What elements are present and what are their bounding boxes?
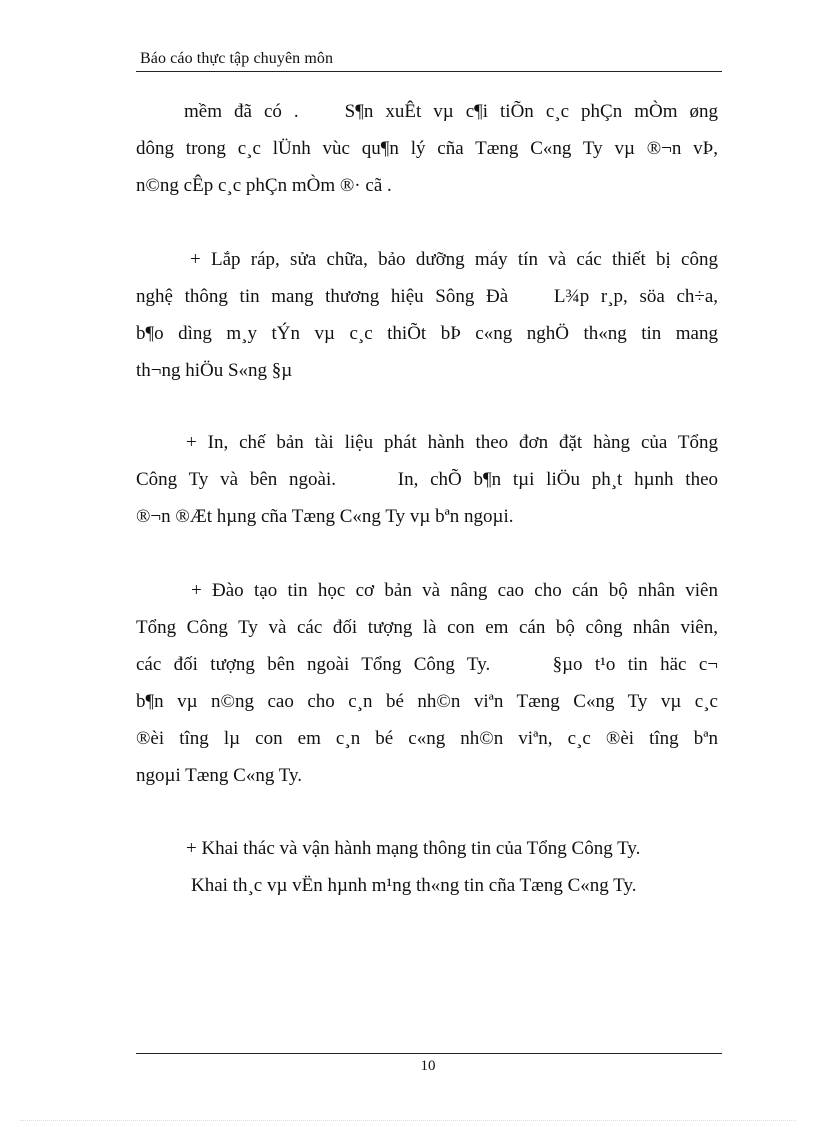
line-segment: In, chÕ b¶n tµi liÖu ph¸t hµnh theo (397, 469, 718, 490)
footer-divider (136, 1053, 722, 1054)
line-segment: + Khai thác và vận hành mạng thông tin của Tổng Công Ty. (186, 838, 641, 859)
paragraph-line (136, 278, 718, 315)
paragraph-software (136, 93, 718, 204)
line-segment: nghệ thông tin mang thương hiệu Sông Đà (136, 286, 509, 307)
line-segment: §µo t¹o tin häc c¬ (552, 654, 718, 675)
paragraph-line (136, 757, 718, 794)
paragraph-hardware (136, 241, 718, 389)
line-segment: Tổng Công Ty và các đối tượng là con em cán bộ công nhân viên, (136, 617, 718, 638)
line-segment: L¾p r¸p, söa ch÷a, (553, 286, 718, 307)
line-segment: ®èi tîng lµ con em c¸n bé c«ng nh©n viªn, c¸c ®èi tîng bªn (136, 728, 718, 749)
line-segment: Công Ty và bên ngoài. (136, 469, 336, 490)
paragraph-line (136, 352, 718, 389)
header-divider (136, 71, 722, 72)
line-segment: dông trong c¸c lÜnh vùc qu¶n lý cña Tæng C«ng Ty vµ ®¬n vÞ, (136, 138, 718, 159)
paragraph-line (136, 646, 718, 683)
paragraph-line (136, 830, 718, 867)
paragraph-training (136, 572, 718, 794)
paragraph-line (136, 867, 718, 904)
paragraph-line (136, 167, 718, 204)
paragraph-line (136, 683, 718, 720)
paragraph-line (136, 572, 718, 609)
line-segment: b¶n vµ n©ng cao cho c¸n bé nh©n viªn Tæng C«ng Ty vµ c¸c (136, 691, 718, 712)
paragraph-network (136, 830, 718, 904)
paragraph-printing (136, 424, 718, 535)
paragraph-line (136, 93, 718, 130)
line-segment: ngoµi Tæng C«ng Ty. (136, 765, 303, 786)
line-segment: ®¬n ®Æt hµng cña Tæng C«ng Ty vµ bªn ngoµi. (136, 506, 514, 527)
running-header-title: Báo cáo thực tập chuyên môn (140, 50, 334, 67)
line-segment: các đối tượng bên ngoài Tổng Công Ty. (136, 654, 491, 675)
line-segment: Khai th¸c vµ vËn hµnh m¹ng th«ng tin cña Tæng C«ng Ty. (191, 875, 637, 896)
paragraph-line (136, 498, 718, 535)
line-segment: S¶n xuÊt vµ c¶i tiÕn c¸c phÇn mÒm øng (344, 101, 718, 122)
line-segment: mềm đã có . (184, 101, 299, 122)
paragraph-line (136, 241, 718, 278)
page-number: 10 (420, 1058, 436, 1074)
paragraph-line (136, 609, 718, 646)
line-segment: + Đào tạo tin học cơ bản và nâng cao cho cán bộ nhân viên (191, 580, 718, 601)
line-segment: + In, chế bản tài liệu phát hành theo đơn đặt hàng của Tổng (186, 432, 718, 453)
paragraph-line (136, 424, 718, 461)
paragraph-line (136, 720, 718, 757)
line-segment: n©ng cÊp c¸c phÇn mÒm ®· cã . (136, 175, 392, 196)
paragraph-line (136, 461, 718, 498)
line-segment: + Lắp ráp, sửa chữa, bảo dưỡng máy tín và các thiết bị công (190, 249, 718, 270)
line-segment: b¶o dìng m¸y tÝn vµ c¸c thiÕt bÞ c«ng nghÖ th«ng tin mang (136, 323, 718, 344)
paragraph-line (136, 315, 718, 352)
line-segment: th¬ng hiÖu S«ng §µ (136, 360, 293, 381)
paragraph-line (136, 130, 718, 167)
page-bottom-border (20, 1120, 796, 1121)
